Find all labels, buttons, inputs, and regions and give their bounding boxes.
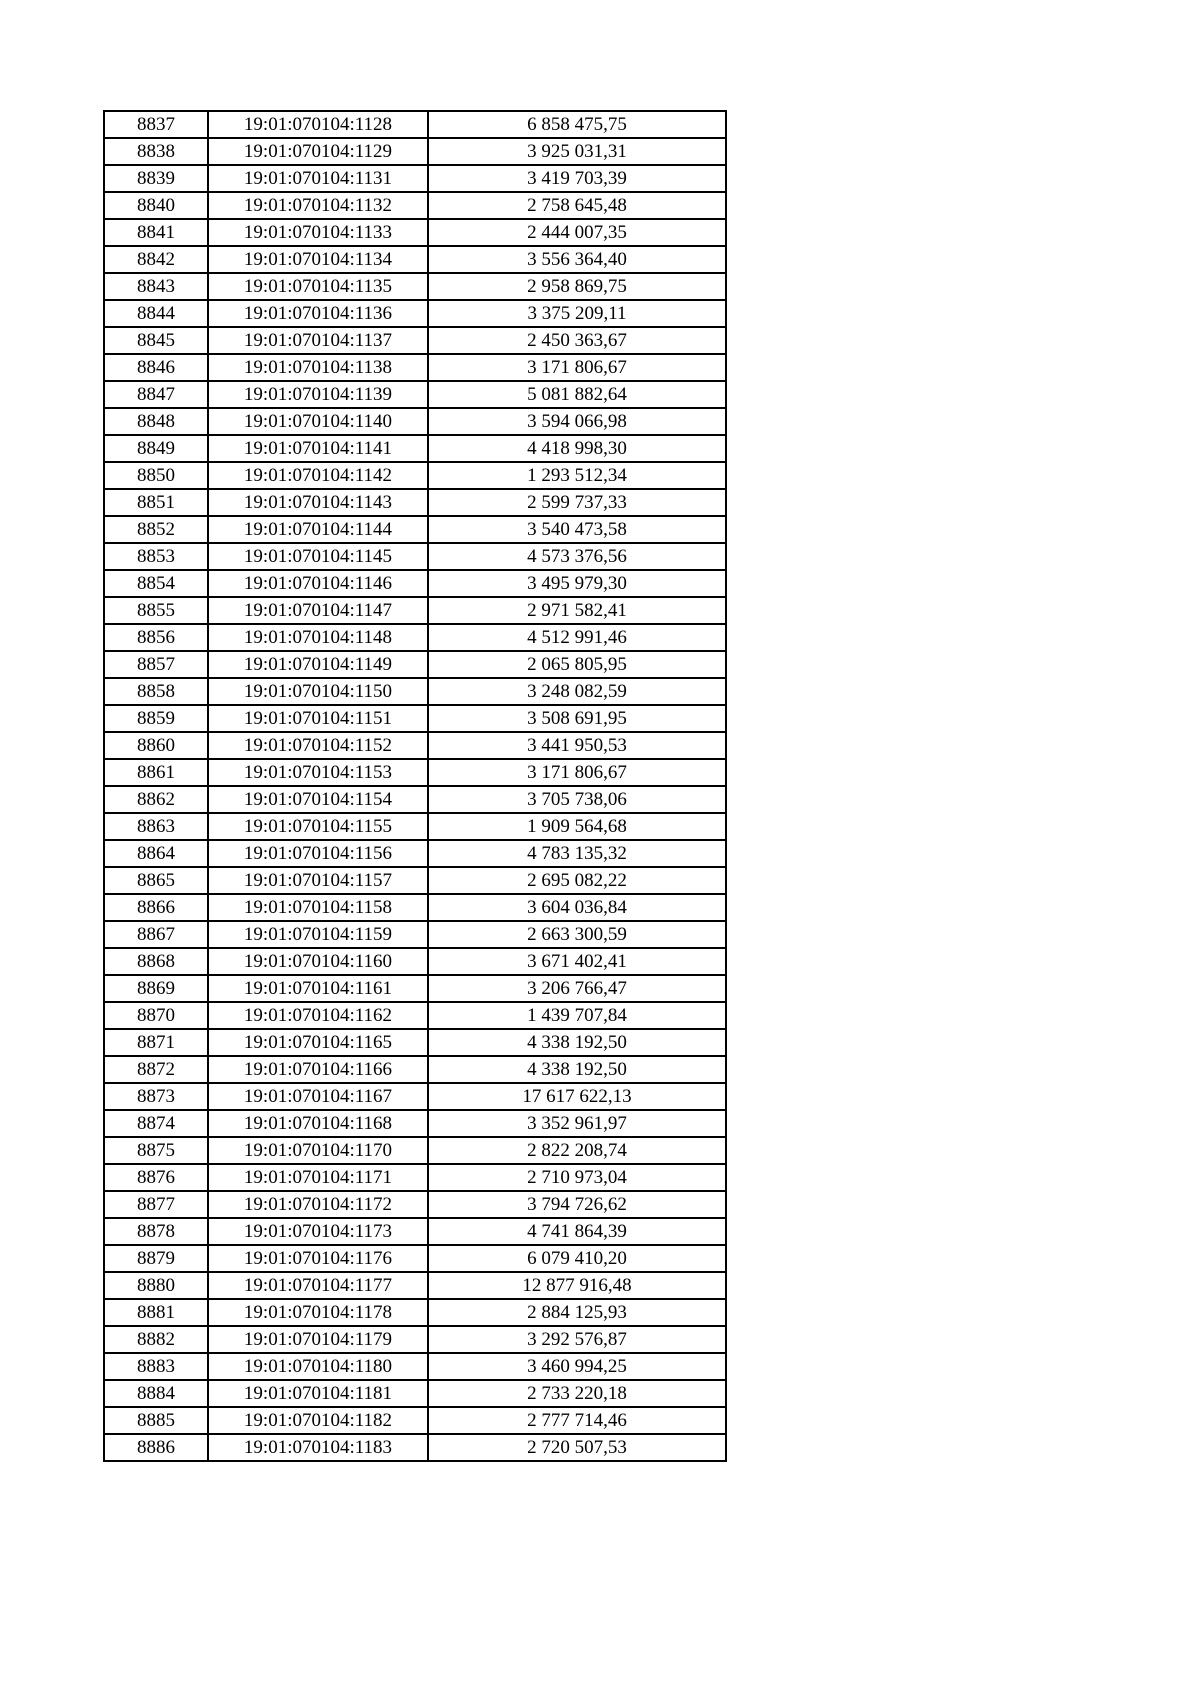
row-number-cell: 8862 xyxy=(104,786,208,813)
table-row xyxy=(104,759,726,786)
cadastral-value-cell: 3 206 766,47 xyxy=(428,975,726,1002)
cadastral-value-cell: 3 508 691,95 xyxy=(428,705,726,732)
row-number-cell: 8869 xyxy=(104,975,208,1002)
cadastral-value-cell: 2 958 869,75 xyxy=(428,273,726,300)
cadastral-number-cell: 19:01:070104:1128 xyxy=(208,111,428,138)
table-row xyxy=(104,327,726,354)
table-row xyxy=(104,1380,726,1407)
row-number-cell: 8857 xyxy=(104,651,208,678)
table-row xyxy=(104,192,726,219)
row-number-cell: 8863 xyxy=(104,813,208,840)
cadastral-number-cell: 19:01:070104:1154 xyxy=(208,786,428,813)
row-number-cell: 8839 xyxy=(104,165,208,192)
row-number-cell: 8868 xyxy=(104,948,208,975)
row-number-cell: 8881 xyxy=(104,1299,208,1326)
cadastral-number-cell: 19:01:070104:1180 xyxy=(208,1353,428,1380)
row-number-cell: 8859 xyxy=(104,705,208,732)
cadastral-value-cell: 2 065 805,95 xyxy=(428,651,726,678)
table-row xyxy=(104,1110,726,1137)
cadastral-number-cell: 19:01:070104:1137 xyxy=(208,327,428,354)
cadastral-number-cell: 19:01:070104:1171 xyxy=(208,1164,428,1191)
cadastral-value-cell: 2 599 737,33 xyxy=(428,489,726,516)
cadastral-value-cell: 1 439 707,84 xyxy=(428,1002,726,1029)
cadastral-number-cell: 19:01:070104:1140 xyxy=(208,408,428,435)
cadastral-value-cell: 3 925 031,31 xyxy=(428,138,726,165)
table-row xyxy=(104,165,726,192)
table-row xyxy=(104,1083,726,1110)
cadastral-number-cell: 19:01:070104:1138 xyxy=(208,354,428,381)
cadastral-number-cell: 19:01:070104:1173 xyxy=(208,1218,428,1245)
cadastral-value-cell: 1 293 512,34 xyxy=(428,462,726,489)
table-row xyxy=(104,354,726,381)
row-number-cell: 8880 xyxy=(104,1272,208,1299)
row-number-cell: 8867 xyxy=(104,921,208,948)
cadastral-number-cell: 19:01:070104:1153 xyxy=(208,759,428,786)
cadastral-number-cell: 19:01:070104:1156 xyxy=(208,840,428,867)
cadastral-number-cell: 19:01:070104:1139 xyxy=(208,381,428,408)
row-number-cell: 8850 xyxy=(104,462,208,489)
table-row xyxy=(104,813,726,840)
row-number-cell: 8873 xyxy=(104,1083,208,1110)
table-row xyxy=(104,732,726,759)
table-body xyxy=(104,111,726,1461)
table-row xyxy=(104,408,726,435)
cadastral-number-cell: 19:01:070104:1157 xyxy=(208,867,428,894)
cadastral-value-cell: 3 794 726,62 xyxy=(428,1191,726,1218)
table-row xyxy=(104,435,726,462)
cadastral-value-cell: 4 338 192,50 xyxy=(428,1029,726,1056)
row-number-cell: 8858 xyxy=(104,678,208,705)
table-row xyxy=(104,1029,726,1056)
cadastral-value-cell: 4 512 991,46 xyxy=(428,624,726,651)
row-number-cell: 8841 xyxy=(104,219,208,246)
table-row xyxy=(104,948,726,975)
cadastral-number-cell: 19:01:070104:1168 xyxy=(208,1110,428,1137)
table-row xyxy=(104,624,726,651)
cadastral-value-cell: 12 877 916,48 xyxy=(428,1272,726,1299)
cadastral-value-cell: 3 604 036,84 xyxy=(428,894,726,921)
row-number-cell: 8872 xyxy=(104,1056,208,1083)
cadastral-number-cell: 19:01:070104:1148 xyxy=(208,624,428,651)
table-row xyxy=(104,381,726,408)
table-row xyxy=(104,1164,726,1191)
cadastral-number-cell: 19:01:070104:1177 xyxy=(208,1272,428,1299)
cadastral-value-cell: 4 418 998,30 xyxy=(428,435,726,462)
cadastral-value-cell: 3 352 961,97 xyxy=(428,1110,726,1137)
cadastral-value-cell: 3 705 738,06 xyxy=(428,786,726,813)
cadastral-value-cell: 3 460 994,25 xyxy=(428,1353,726,1380)
row-number-cell: 8848 xyxy=(104,408,208,435)
cadastral-value-cell: 4 741 864,39 xyxy=(428,1218,726,1245)
table-row xyxy=(104,462,726,489)
row-number-cell: 8852 xyxy=(104,516,208,543)
cadastral-number-cell: 19:01:070104:1181 xyxy=(208,1380,428,1407)
row-number-cell: 8847 xyxy=(104,381,208,408)
row-number-cell: 8856 xyxy=(104,624,208,651)
row-number-cell: 8837 xyxy=(104,111,208,138)
cadastral-number-cell: 19:01:070104:1165 xyxy=(208,1029,428,1056)
row-number-cell: 8878 xyxy=(104,1218,208,1245)
row-number-cell: 8875 xyxy=(104,1137,208,1164)
cadastral-value-cell: 2 733 220,18 xyxy=(428,1380,726,1407)
table-row xyxy=(104,1002,726,1029)
cadastral-value-cell: 4 338 192,50 xyxy=(428,1056,726,1083)
table-row xyxy=(104,651,726,678)
row-number-cell: 8860 xyxy=(104,732,208,759)
row-number-cell: 8883 xyxy=(104,1353,208,1380)
cadastral-value-cell: 3 248 082,59 xyxy=(428,678,726,705)
cadastral-number-cell: 19:01:070104:1182 xyxy=(208,1407,428,1434)
cadastral-value-cell: 6 858 475,75 xyxy=(428,111,726,138)
cadastral-number-cell: 19:01:070104:1132 xyxy=(208,192,428,219)
row-number-cell: 8864 xyxy=(104,840,208,867)
cadastral-value-cell: 3 375 209,11 xyxy=(428,300,726,327)
row-number-cell: 8882 xyxy=(104,1326,208,1353)
cadastral-number-cell: 19:01:070104:1151 xyxy=(208,705,428,732)
cadastral-number-cell: 19:01:070104:1179 xyxy=(208,1326,428,1353)
cadastral-number-cell: 19:01:070104:1134 xyxy=(208,246,428,273)
cadastral-number-cell: 19:01:070104:1155 xyxy=(208,813,428,840)
table-row xyxy=(104,921,726,948)
table-row xyxy=(104,516,726,543)
cadastral-value-cell: 4 783 135,32 xyxy=(428,840,726,867)
cadastral-value-cell: 3 671 402,41 xyxy=(428,948,726,975)
table-row xyxy=(104,1245,726,1272)
row-number-cell: 8877 xyxy=(104,1191,208,1218)
cadastral-number-cell: 19:01:070104:1166 xyxy=(208,1056,428,1083)
table-row xyxy=(104,1272,726,1299)
cadastral-value-cell: 3 292 576,87 xyxy=(428,1326,726,1353)
cadastral-value-cell: 4 573 376,56 xyxy=(428,543,726,570)
row-number-cell: 8879 xyxy=(104,1245,208,1272)
table-row xyxy=(104,678,726,705)
row-number-cell: 8855 xyxy=(104,597,208,624)
table-row xyxy=(104,300,726,327)
cadastral-value-cell: 2 444 007,35 xyxy=(428,219,726,246)
cadastral-value-cell: 2 884 125,93 xyxy=(428,1299,726,1326)
cadastral-value-cell: 2 971 582,41 xyxy=(428,597,726,624)
table-row xyxy=(104,1056,726,1083)
cadastral-value-cell: 3 495 979,30 xyxy=(428,570,726,597)
cadastral-number-cell: 19:01:070104:1131 xyxy=(208,165,428,192)
row-number-cell: 8853 xyxy=(104,543,208,570)
cadastral-value-cell: 3 540 473,58 xyxy=(428,516,726,543)
row-number-cell: 8840 xyxy=(104,192,208,219)
table-row xyxy=(104,894,726,921)
table-row xyxy=(104,1407,726,1434)
table-row xyxy=(104,219,726,246)
table-row xyxy=(104,597,726,624)
cadastral-number-cell: 19:01:070104:1161 xyxy=(208,975,428,1002)
cadastral-value-cell: 2 695 082,22 xyxy=(428,867,726,894)
cadastral-number-cell: 19:01:070104:1149 xyxy=(208,651,428,678)
row-number-cell: 8851 xyxy=(104,489,208,516)
cadastral-value-cell: 3 419 703,39 xyxy=(428,165,726,192)
cadastral-value-cell: 2 777 714,46 xyxy=(428,1407,726,1434)
row-number-cell: 8846 xyxy=(104,354,208,381)
cadastral-value-cell: 2 822 208,74 xyxy=(428,1137,726,1164)
cadastral-value-cell: 3 441 950,53 xyxy=(428,732,726,759)
cadastral-number-cell: 19:01:070104:1145 xyxy=(208,543,428,570)
table-row xyxy=(104,111,726,138)
cadastral-number-cell: 19:01:070104:1142 xyxy=(208,462,428,489)
row-number-cell: 8885 xyxy=(104,1407,208,1434)
table-row xyxy=(104,1191,726,1218)
cadastral-value-table-container xyxy=(103,110,727,1462)
table-row xyxy=(104,138,726,165)
table-row xyxy=(104,273,726,300)
row-number-cell: 8843 xyxy=(104,273,208,300)
cadastral-number-cell: 19:01:070104:1141 xyxy=(208,435,428,462)
row-number-cell: 8886 xyxy=(104,1434,208,1461)
cadastral-number-cell: 19:01:070104:1167 xyxy=(208,1083,428,1110)
cadastral-number-cell: 19:01:070104:1144 xyxy=(208,516,428,543)
cadastral-number-cell: 19:01:070104:1158 xyxy=(208,894,428,921)
table-row xyxy=(104,1326,726,1353)
row-number-cell: 8845 xyxy=(104,327,208,354)
row-number-cell: 8861 xyxy=(104,759,208,786)
row-number-cell: 8870 xyxy=(104,1002,208,1029)
cadastral-number-cell: 19:01:070104:1133 xyxy=(208,219,428,246)
cadastral-value-cell: 3 594 066,98 xyxy=(428,408,726,435)
table-row xyxy=(104,489,726,516)
cadastral-value-cell: 1 909 564,68 xyxy=(428,813,726,840)
cadastral-value-cell: 2 758 645,48 xyxy=(428,192,726,219)
cadastral-number-cell: 19:01:070104:1160 xyxy=(208,948,428,975)
cadastral-value-cell: 3 171 806,67 xyxy=(428,354,726,381)
row-number-cell: 8874 xyxy=(104,1110,208,1137)
cadastral-number-cell: 19:01:070104:1143 xyxy=(208,489,428,516)
row-number-cell: 8854 xyxy=(104,570,208,597)
table-row xyxy=(104,1299,726,1326)
cadastral-value-cell: 2 720 507,53 xyxy=(428,1434,726,1461)
cadastral-number-cell: 19:01:070104:1162 xyxy=(208,1002,428,1029)
cadastral-number-cell: 19:01:070104:1183 xyxy=(208,1434,428,1461)
row-number-cell: 8838 xyxy=(104,138,208,165)
cadastral-value-cell: 2 710 973,04 xyxy=(428,1164,726,1191)
table-row xyxy=(104,246,726,273)
row-number-cell: 8842 xyxy=(104,246,208,273)
cadastral-number-cell: 19:01:070104:1136 xyxy=(208,300,428,327)
table-row xyxy=(104,1353,726,1380)
cadastral-number-cell: 19:01:070104:1135 xyxy=(208,273,428,300)
cadastral-number-cell: 19:01:070104:1159 xyxy=(208,921,428,948)
cadastral-number-cell: 19:01:070104:1178 xyxy=(208,1299,428,1326)
cadastral-number-cell: 19:01:070104:1129 xyxy=(208,138,428,165)
cadastral-number-cell: 19:01:070104:1147 xyxy=(208,597,428,624)
cadastral-value-cell: 2 450 363,67 xyxy=(428,327,726,354)
row-number-cell: 8884 xyxy=(104,1380,208,1407)
table-row xyxy=(104,867,726,894)
table-row xyxy=(104,570,726,597)
table-row xyxy=(104,705,726,732)
row-number-cell: 8871 xyxy=(104,1029,208,1056)
cadastral-value-cell: 5 081 882,64 xyxy=(428,381,726,408)
table-row xyxy=(104,543,726,570)
row-number-cell: 8849 xyxy=(104,435,208,462)
row-number-cell: 8866 xyxy=(104,894,208,921)
table-row xyxy=(104,975,726,1002)
cadastral-value-cell: 17 617 622,13 xyxy=(428,1083,726,1110)
cadastral-value-cell: 3 171 806,67 xyxy=(428,759,726,786)
cadastral-number-cell: 19:01:070104:1146 xyxy=(208,570,428,597)
table-row xyxy=(104,786,726,813)
row-number-cell: 8876 xyxy=(104,1164,208,1191)
cadastral-value-cell: 6 079 410,20 xyxy=(428,1245,726,1272)
cadastral-number-cell: 19:01:070104:1176 xyxy=(208,1245,428,1272)
cadastral-number-cell: 19:01:070104:1152 xyxy=(208,732,428,759)
row-number-cell: 8844 xyxy=(104,300,208,327)
table-row xyxy=(104,840,726,867)
table-row xyxy=(104,1218,726,1245)
table-row xyxy=(104,1137,726,1164)
cadastral-value-cell: 2 663 300,59 xyxy=(428,921,726,948)
cadastral-number-cell: 19:01:070104:1150 xyxy=(208,678,428,705)
cadastral-value-cell: 3 556 364,40 xyxy=(428,246,726,273)
cadastral-value-table xyxy=(103,110,727,1462)
row-number-cell: 8865 xyxy=(104,867,208,894)
table-row xyxy=(104,1434,726,1461)
cadastral-number-cell: 19:01:070104:1170 xyxy=(208,1137,428,1164)
cadastral-number-cell: 19:01:070104:1172 xyxy=(208,1191,428,1218)
